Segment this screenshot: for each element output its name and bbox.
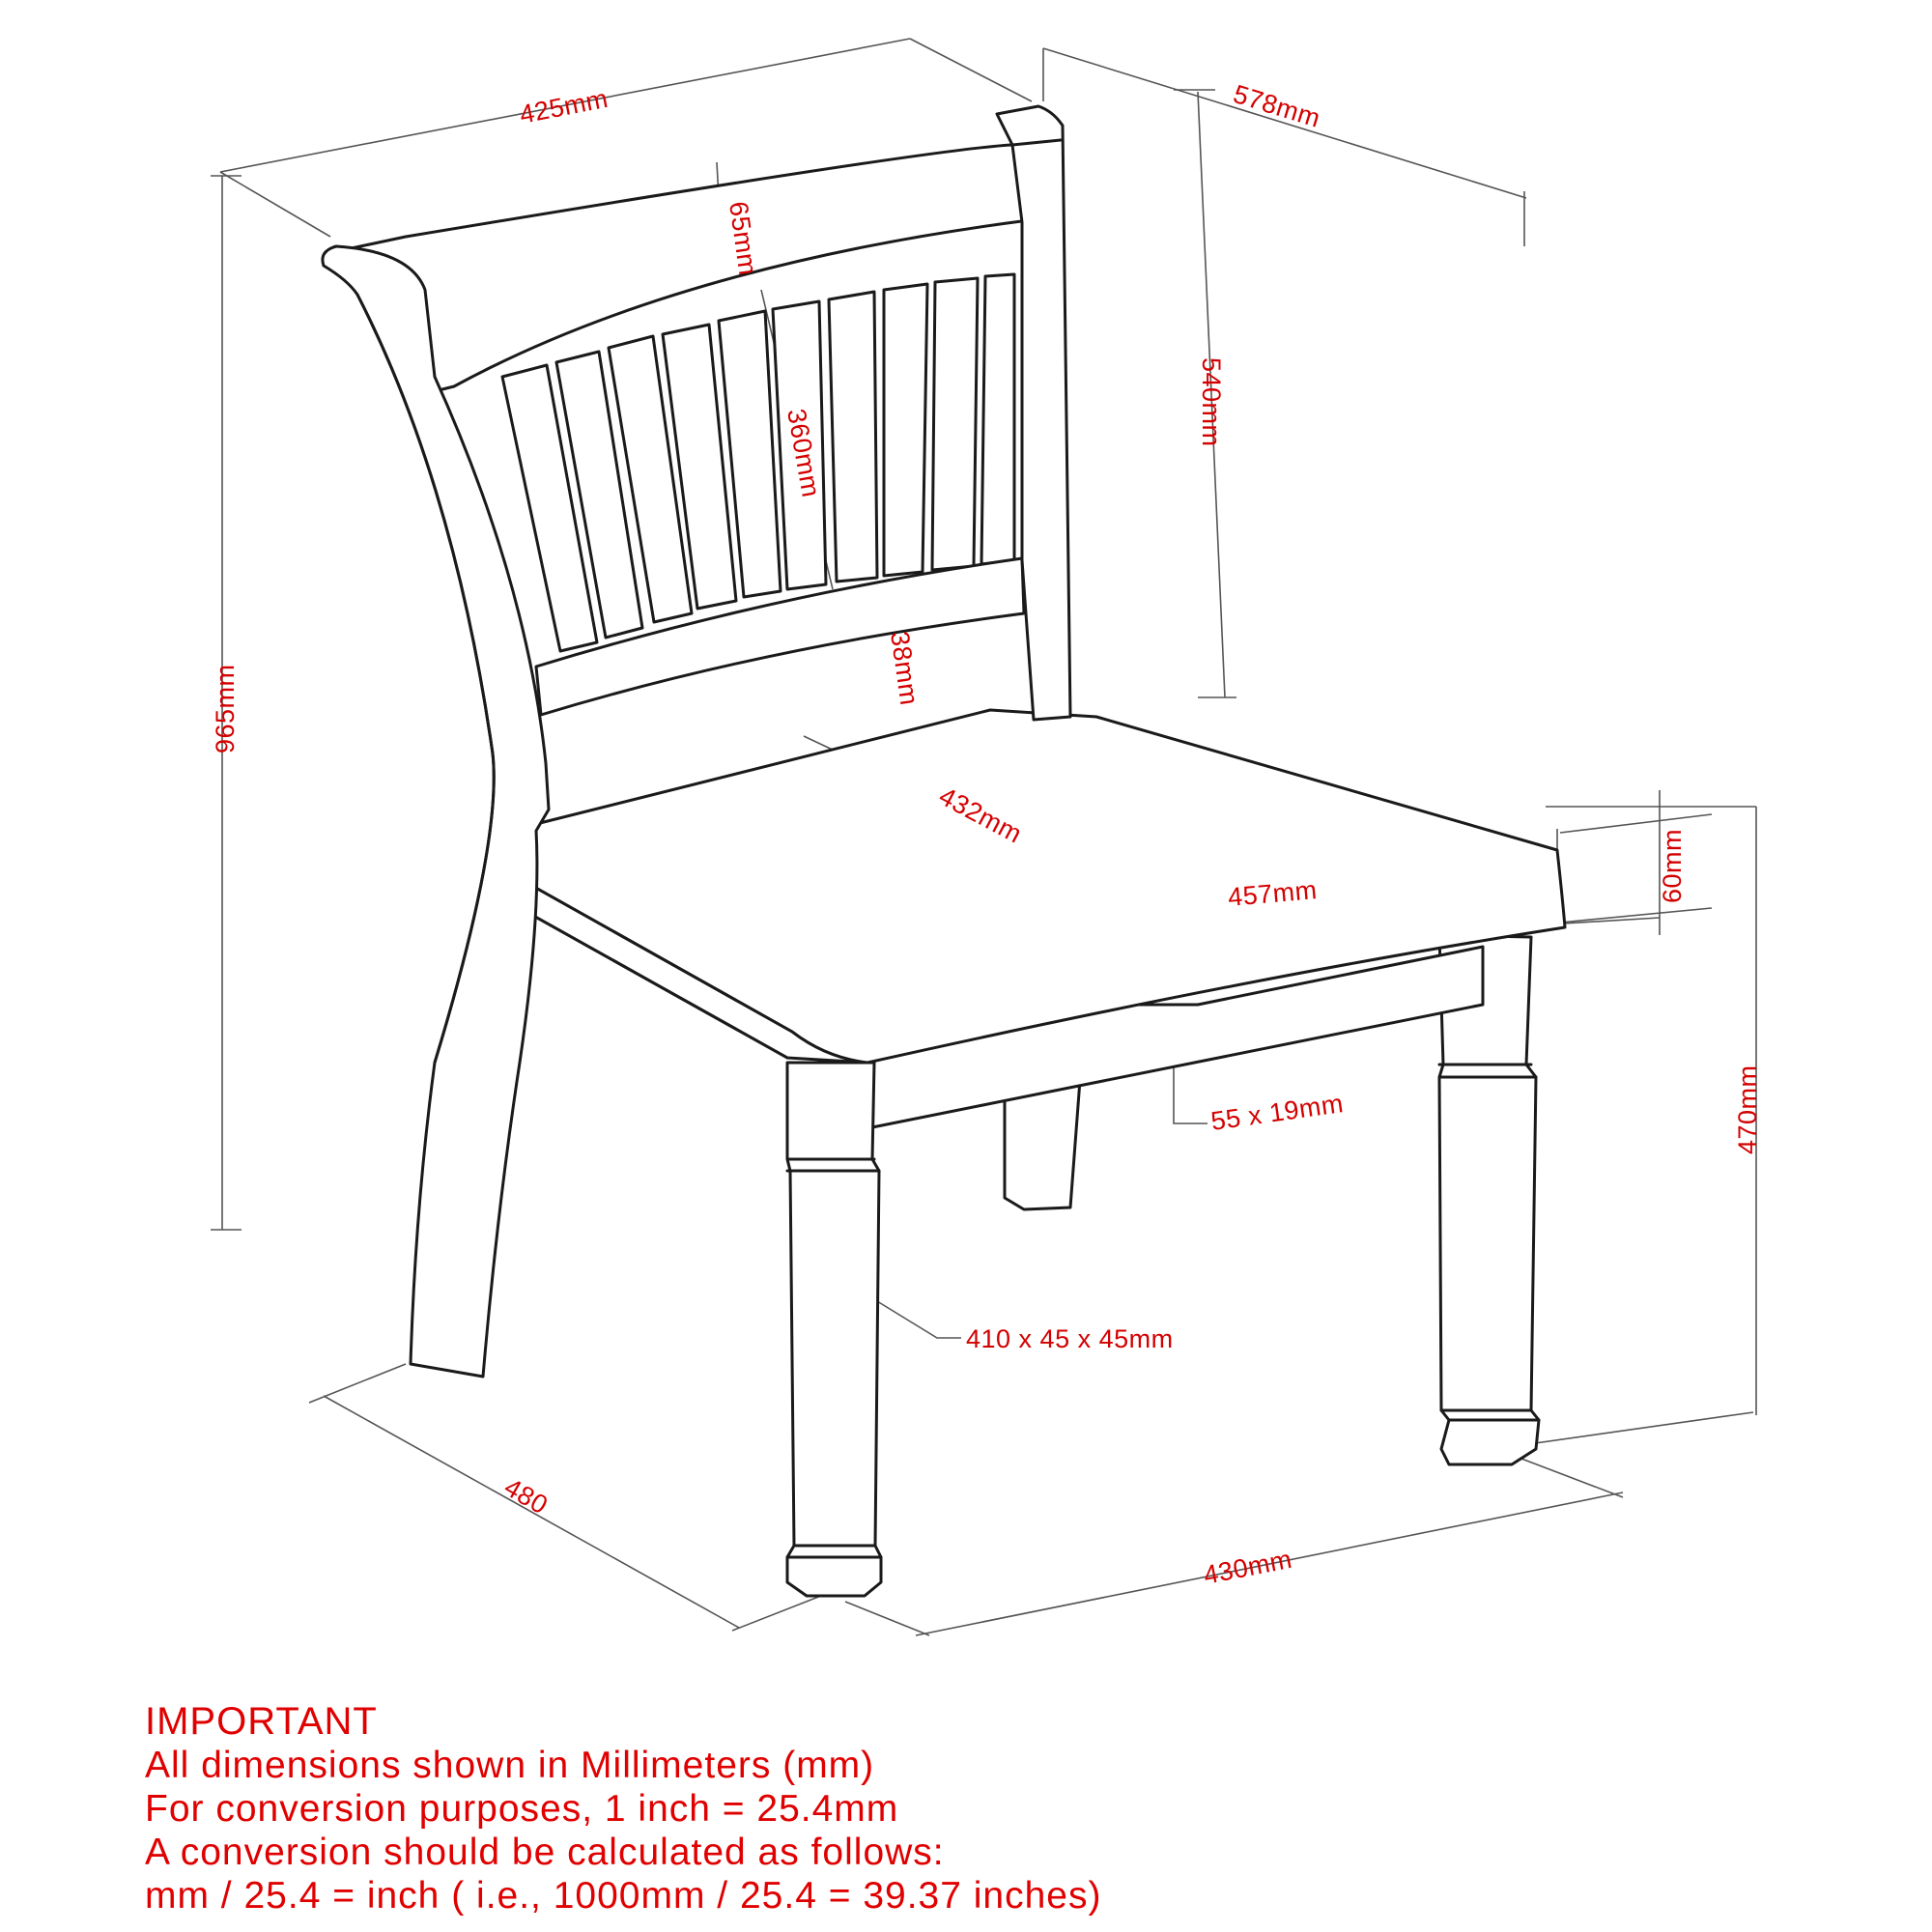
label-base-depth: 480 [499, 1472, 554, 1520]
label-depth: 578mm [1230, 79, 1324, 133]
notes-line-4: mm / 25.4 = inch ( i.e., 1000mm / 25.4 = 39.37 inches) [145, 1875, 1102, 1917]
notes-line-1: All dimensions shown in Millimeters (mm) [145, 1745, 875, 1786]
label-back-height: 540mm [1197, 357, 1226, 447]
label-leg: 410 x 45 x 45mm [966, 1324, 1174, 1353]
chair [323, 106, 1565, 1596]
label-seat-width: 457mm [1226, 875, 1319, 912]
front-left-leg [787, 1063, 881, 1596]
front-right-leg [1439, 935, 1539, 1464]
label-seat-depth: 432mm [934, 781, 1027, 849]
important-notes [145, 1700, 1884, 1918]
label-overall-height: 965mm [211, 664, 240, 753]
label-apron: 55 x 19mm [1208, 1089, 1346, 1136]
notes-title: IMPORTANT [145, 1700, 378, 1743]
label-width: 425mm [517, 83, 611, 129]
label-seat-thickness: 60mm [1658, 828, 1687, 903]
label-top-rail: 65mm [724, 199, 763, 278]
label-cross-rail: 38mm [885, 629, 924, 708]
notes-line-2: For conversion purposes, 1 inch = 25.4mm [145, 1788, 899, 1830]
label-slats: 360mm [781, 406, 826, 500]
label-seat-height: 470mm [1733, 1065, 1762, 1154]
notes-line-3: A conversion should be calculated as follows: [145, 1832, 945, 1873]
label-base-width: 430mm [1201, 1544, 1294, 1590]
